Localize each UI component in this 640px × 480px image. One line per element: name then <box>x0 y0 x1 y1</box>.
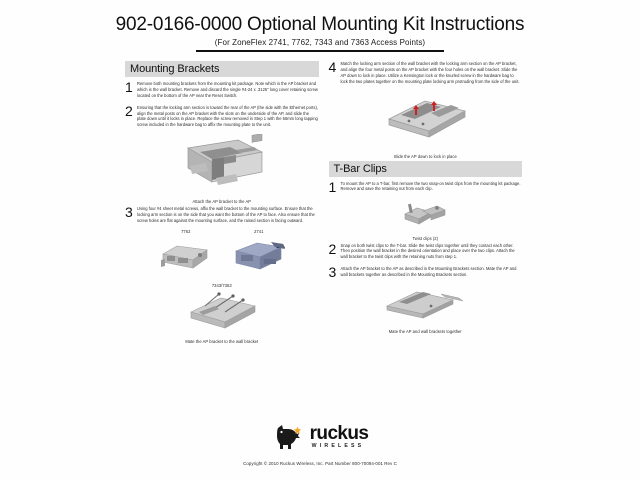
step-text: Using four #4 sheet metal screws, affix the wall bracket to the mounting surface. Ensure that the locking arm section is on the side that you want the bottom of the AP to face. Also ensure that the screw holes are flat against the mounting surface, and the raised section is facing outward. <box>137 205 315 223</box>
device-figure-2741 <box>230 229 288 279</box>
ruckus-dog-logo-icon <box>272 422 306 452</box>
step-item <box>328 240 523 260</box>
page-title: 902-0166-0000 Optional Mounting Kit Instructions <box>115 14 525 35</box>
figure-caption: Attach the AP bracket to the AP <box>192 198 252 204</box>
figure-caption: Slide the AP down to lock in place <box>393 153 457 159</box>
ap-bracket-illustration-icon <box>172 134 272 192</box>
device-label: 7343/7363 <box>211 283 232 289</box>
figure-ap-bracket-on-ap <box>125 134 319 204</box>
step-number: 2 <box>125 102 133 119</box>
step-text: Snap on both twist clips to the T-bar. Slide the twist clips together until they contact each other. Then position the wall bracket in the desired orientation and place over the two clips. Attach the wall bracket to the twist clips with the retaining nuts from step 1. <box>340 242 515 260</box>
content-columns <box>0 52 640 346</box>
device-figures-row <box>125 229 319 279</box>
step-number: 3 <box>125 203 133 220</box>
logo-wordmark: ruckus <box>309 423 369 445</box>
figure-caption: Twist clips (2) <box>412 235 439 241</box>
step-number: 3 <box>328 263 337 280</box>
figure-caption: Mate the AP bracket to the wall bracket <box>185 339 259 345</box>
ruckus-logo <box>0 422 640 452</box>
step-text: Match the locking arm section of the wall bracket with the locking arm section on the AP bracket, and align the four metal posts on the AP bracket with the four holes on the wall bracket. Slide the AP down to lock in place. Utilize a Kensington lock or the knurled screw in the hardware bag to lock the two plates together on the mounting plate locking arm protruding from the side of the unit. <box>340 61 520 84</box>
step-number: 2 <box>328 240 337 257</box>
device-figure-7762 <box>156 229 216 279</box>
figure-device-7343-7363 <box>125 283 319 344</box>
step-item <box>328 178 523 195</box>
step-text: Ensuring that the locking arm section is toward the rear of the AP (the side with the Ethernet ports), align the metal posts on the AP bracket with the slots on the underside of the AP, and slide the plate down until it locks in place. Replace the screw removed in Step 1 with the 56mm long tapping screw included in the hardware bag to affix the mounting plate to the unit. <box>137 104 319 128</box>
device-7762-illustration-icon <box>156 234 216 274</box>
step-text: To mount the AP to a T-bar, first remove the two snap-on twist clips from the mounting kit package. Remove and save the retaining nut from each clip. <box>340 180 521 192</box>
figure-twist-clips <box>329 199 523 241</box>
step-text: Attach the AP bracket to the AP as described in the Mounting Brackets section. Mate the AP and wall brackets together as described in the Mounting Brackets section. <box>340 265 517 277</box>
slide-ap-lock-illustration-icon <box>373 91 477 147</box>
logo-tagline: WIRELESS <box>311 443 365 450</box>
right-column <box>329 61 523 346</box>
ruckus-logo-text <box>310 424 369 449</box>
step-item <box>329 61 523 84</box>
step-number: 4 <box>328 59 337 76</box>
mate-brackets-illustration-icon <box>377 284 473 322</box>
page-subtitle: (For ZoneFlex 2741, 7762, 7343 and 7363 Access Points) <box>214 38 426 48</box>
device-label: 2741 <box>254 229 264 235</box>
title-block <box>0 0 640 52</box>
device-2741-illustration-icon <box>230 234 288 274</box>
step-text: Remove both mounting brackets from the mounting kit package. Note which is the AP bracket and which is the wall bracket. Remove and discard the single #4-24 x .3125" long cover retaining screw located on the bottom of the AP near the Reset Switch. <box>137 81 318 98</box>
page-footer <box>0 422 640 466</box>
figure-mate-brackets <box>329 284 523 334</box>
left-column <box>125 61 319 346</box>
step-item <box>125 203 319 223</box>
step-number: 1 <box>125 79 133 96</box>
step-number: 1 <box>328 178 337 195</box>
step-item <box>125 81 319 98</box>
twist-clips-illustration-icon <box>395 199 455 229</box>
device-7343-7363-illustration-icon <box>179 288 265 332</box>
step-item <box>125 102 319 128</box>
copyright-text: Copyright © 2010 Ruckus Wireless, Inc. Part Number 800-70094-001 Rev C <box>243 461 397 466</box>
figure-slide-ap-lock <box>329 91 523 159</box>
section-header-mounting-brackets: Mounting Brackets <box>125 61 319 77</box>
device-label: 7762 <box>181 229 191 235</box>
section-header-tbar-clips: T-Bar Clips <box>329 161 523 177</box>
figure-caption: Mate the AP and wall brackets together <box>388 328 462 334</box>
step-item <box>328 263 523 280</box>
